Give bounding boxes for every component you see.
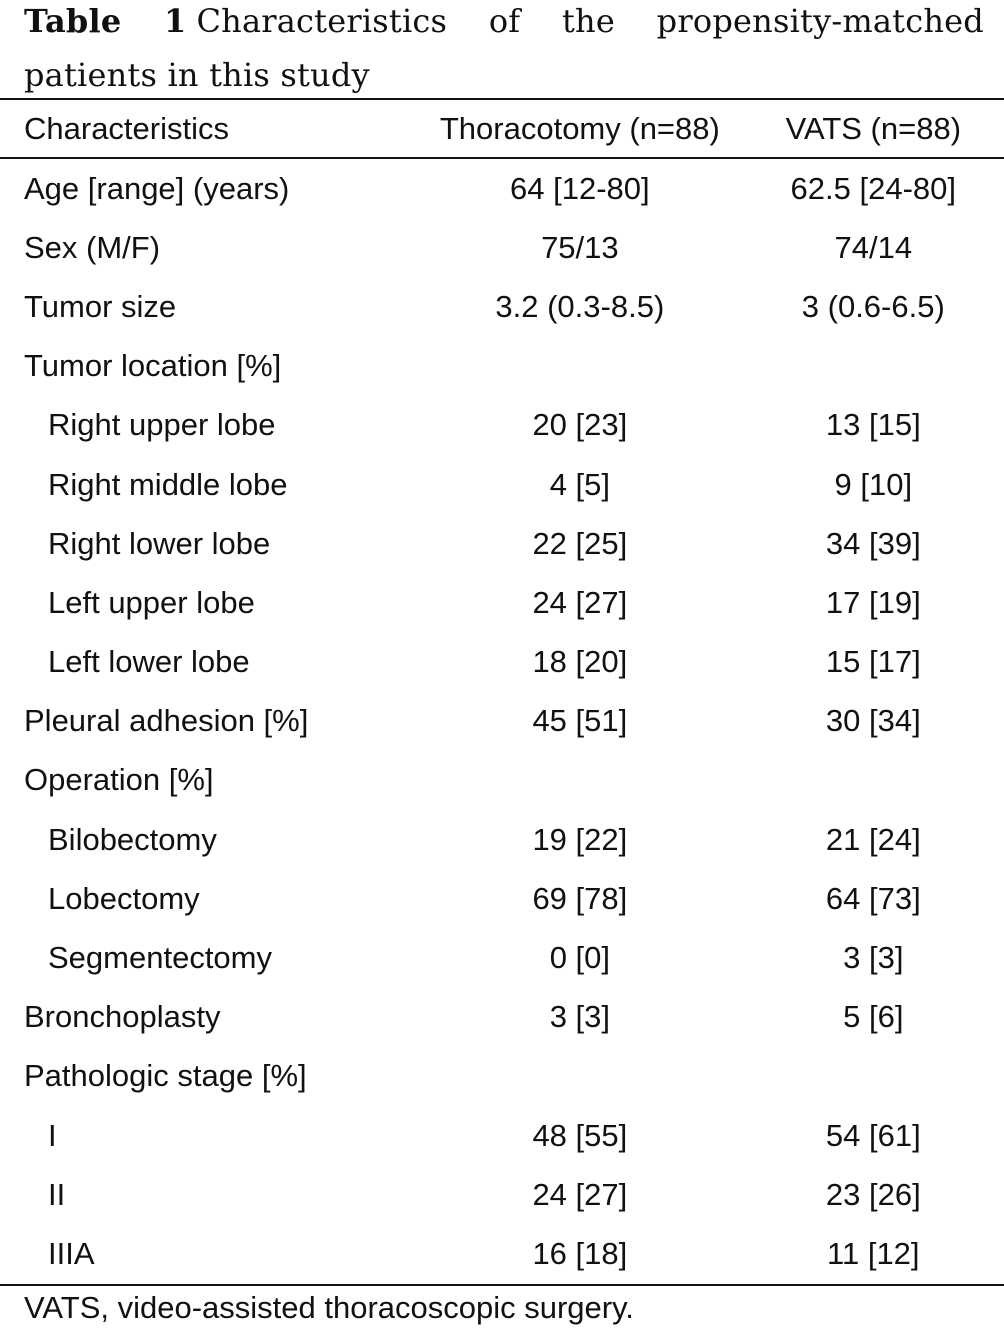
characteristics-table [0,98,1004,1286]
row-thoracotomy-value [417,1047,742,1106]
table-row [0,1106,1004,1165]
row-vats-value: 17 [19] [825,584,921,620]
table-row [0,1047,1004,1106]
row-thoracotomy-value: 69 [78] [532,880,628,916]
row-vats-value: 21 [24] [825,821,921,857]
row-vats-value [743,337,1004,396]
table-row [0,928,1004,987]
table-row [0,218,1004,277]
row-vats-value: 11 [12] [743,1224,1004,1284]
table-row [0,396,1004,455]
row-thoracotomy-value: 22 [25] [532,525,628,561]
header-thoracotomy: Thoracotomy (n=88) [417,99,742,158]
table-row [0,1224,1004,1284]
row-label: Tumor location [%] [24,348,282,384]
table-row [0,277,1004,336]
row-vats-value: 9 [10] [834,466,913,502]
row-label: I [48,1117,57,1153]
row-label: Lobectomy [48,880,200,916]
table-row [0,869,1004,928]
row-thoracotomy-value: 3.2 (0.3-8.5) [495,288,665,324]
row-label: Right lower lobe [48,525,271,561]
row-vats-value: 23 [26] [825,1176,921,1212]
row-label: Tumor size [24,288,177,324]
row-thoracotomy-value: 64 [12-80] [510,170,650,206]
row-thoracotomy-value: 48 [55] [532,1117,628,1153]
row-label: Sex (M/F) [24,229,161,265]
row-thoracotomy-value: 45 [51] [532,703,628,739]
row-label: Right upper lobe [48,407,276,443]
row-thoracotomy-value: 3 [3] [549,999,611,1035]
row-label: Right middle lobe [48,466,288,502]
table-caption-text: Characteristics of the propensity-matched patients in this study [24,2,984,94]
table-row [0,633,1004,692]
row-vats-value: 13 [15] [825,407,921,443]
row-thoracotomy-value: 24 [27] [532,584,628,620]
table-row [0,751,1004,810]
row-thoracotomy-value: 19 [22] [532,821,628,857]
row-label: Bilobectomy [48,821,217,857]
row-thoracotomy-value: 20 [23] [532,407,628,443]
table-row [0,337,1004,396]
row-label: Segmentectomy [48,940,272,976]
row-label: Pleural adhesion [%] [24,703,309,739]
table-row [0,514,1004,573]
row-vats-value: 64 [73] [825,880,921,916]
row-label: Pathologic stage [%] [24,1058,307,1094]
row-thoracotomy-value [417,751,742,810]
table-footnote: VATS, video-assisted thoracoscopic surgery. [24,1290,634,1325]
row-vats-value: 30 [34] [825,703,921,739]
row-vats-value: 15 [17] [825,644,921,680]
row-thoracotomy-value: 16 [18] [417,1224,742,1284]
header-characteristics: Characteristics [0,99,417,158]
row-thoracotomy-value: 75/13 [541,229,619,265]
row-thoracotomy-value: 0 [0] [549,940,611,976]
table-row [0,158,1004,218]
table-row [0,692,1004,751]
row-vats-value: 34 [39] [825,525,921,561]
row-vats-value [743,751,1004,810]
row-label: Bronchoplasty [24,999,221,1035]
row-thoracotomy-value: 18 [20] [532,644,628,680]
row-label: IIIA [0,1224,417,1284]
row-label: Operation [%] [24,762,214,798]
table-body [0,158,1004,1285]
row-vats-value: 3 (0.6-6.5) [801,288,945,324]
row-vats-value: 54 [61] [825,1117,921,1153]
row-thoracotomy-value: 4 [5] [549,466,611,502]
row-thoracotomy-value: 24 [27] [532,1176,628,1212]
row-vats-value: 5 [6] [843,999,904,1035]
table-row [0,988,1004,1047]
table-row [0,810,1004,869]
table-caption [24,0,984,102]
row-label: Age [range] (years) [24,170,290,206]
header-vats: VATS (n=88) [743,99,1004,158]
table-row [0,573,1004,632]
row-label: Left upper lobe [48,584,255,620]
row-label: II [48,1176,66,1212]
row-thoracotomy-value [417,337,742,396]
row-vats-value [743,1047,1004,1106]
table-row [0,455,1004,514]
row-vats-value: 62.5 [24-80] [790,170,957,206]
table-caption-label: Table 1 [24,2,187,40]
row-vats-value: 3 [3] [843,940,904,976]
row-label: Left lower lobe [48,644,250,680]
row-vats-value: 74/14 [834,229,913,265]
table-container [0,98,1004,1286]
table-header-row [0,99,1004,158]
table-row [0,1165,1004,1224]
